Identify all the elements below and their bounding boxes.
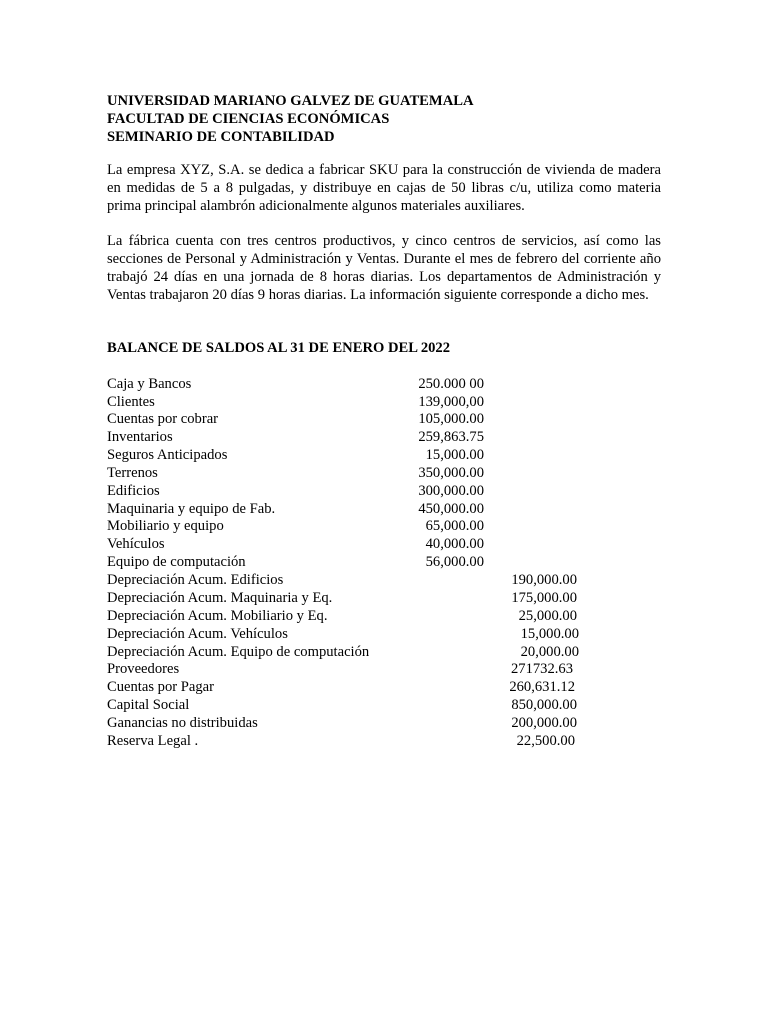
university-name: UNIVERSIDAD MARIANO GALVEZ DE GUATEMALA <box>107 93 474 109</box>
balance-row <box>107 607 587 625</box>
credit-amount: 175,000.00 <box>511 590 577 606</box>
debit-amount: 250.000 00 <box>418 376 484 392</box>
account-label: Cuentas por Pagar <box>107 679 214 695</box>
balance-row <box>107 714 587 732</box>
account-label: Caja y Bancos <box>107 376 192 392</box>
account-label: Mobiliario y equipo <box>107 518 224 534</box>
debit-amount: 300,000.00 <box>418 483 484 499</box>
balance-row <box>107 517 587 535</box>
account-label: Ganancias no distribuidas <box>107 715 258 731</box>
document-header <box>107 92 667 146</box>
balance-title: BALANCE DE SALDOS AL 31 DE ENERO DEL 2022 <box>107 340 451 356</box>
credit-amount: 271732.63 <box>510 661 573 677</box>
balance-row <box>107 500 587 518</box>
account-label: Depreciación Acum. Maquinaria y Eq. <box>107 590 333 606</box>
account-label: Depreciación Acum. Mobiliario y Eq. <box>107 608 328 624</box>
account-label: Capital Social <box>107 697 190 713</box>
balance-row <box>107 696 587 714</box>
debit-amount: 450,000.00 <box>418 501 484 517</box>
debit-amount: 259,863.75 <box>418 429 484 445</box>
balance-row <box>107 589 587 607</box>
debit-amount: 65,000.00 <box>425 518 484 534</box>
faculty-name: FACULTAD DE CIENCIAS ECONÓMICAS <box>107 111 390 127</box>
account-label: Terrenos <box>107 465 158 481</box>
credit-amount: 200,000.00 <box>511 715 577 731</box>
account-label: Depreciación Acum. Edificios <box>107 572 284 588</box>
account-label: Vehículos <box>107 536 165 552</box>
balance-row <box>107 482 587 500</box>
credit-amount: 22,500.00 <box>516 733 575 749</box>
account-label: Maquinaria y equipo de Fab. <box>107 501 276 517</box>
debit-amount: 40,000.00 <box>425 536 484 552</box>
balance-row <box>107 428 587 446</box>
balance-row <box>107 625 587 643</box>
account-label: Depreciación Acum. Vehículos <box>107 626 288 642</box>
balance-row <box>107 464 587 482</box>
balance-row <box>107 678 587 696</box>
debit-amount: 105,000.00 <box>418 411 484 427</box>
debit-amount: 350,000.00 <box>418 465 484 481</box>
account-label: Seguros Anticipados <box>107 447 228 463</box>
credit-amount: 25,000.00 <box>518 608 577 624</box>
seminar-name: SEMINARIO DE CONTABILIDAD <box>107 129 335 145</box>
factory-paragraph: La fábrica cuenta con tres centros productivos, y cinco centros de servicios, así como las secciones de Personal y Administración y Ventas. Durante el mes de febrero del corriente año trabajó 24 días en una jornada de 8 horas diarias. Los departamentos de Administración y Ventas trabajaron 20 días 9 horas diarias. La información siguiente corresponde a dicho mes. <box>107 233 661 303</box>
balance-row <box>107 732 587 750</box>
balance-row <box>107 393 587 411</box>
balance-row <box>107 375 587 393</box>
account-label: Equipo de computación <box>107 554 246 570</box>
balance-row <box>107 446 587 464</box>
credit-amount: 190,000.00 <box>511 572 577 588</box>
credit-amount: 20,000.00 <box>520 644 579 660</box>
account-label: Clientes <box>107 394 155 410</box>
account-label: Inventarios <box>107 429 173 445</box>
account-label: Edificios <box>107 483 160 499</box>
balance-row <box>107 660 587 678</box>
intro-paragraph: La empresa XYZ, S.A. se dedica a fabricar SKU para la construcción de vivienda de madera en medidas de 5 a 8 pulgadas, y distribuye en cajas de 50 libras c/u, utiliza como materia prima principal alambrón adicionalmente algunos materiales auxiliares. <box>107 162 661 214</box>
account-label: Cuentas por cobrar <box>107 411 219 427</box>
account-label: Reserva Legal . <box>107 733 199 749</box>
credit-amount: 15,000.00 <box>520 626 579 642</box>
balance-row <box>107 553 587 571</box>
account-label: Proveedores <box>107 661 180 677</box>
balance-row <box>107 535 587 553</box>
account-label: Depreciación Acum. Equipo de computación <box>107 644 370 660</box>
balance-row <box>107 410 587 428</box>
balance-row <box>107 643 587 661</box>
credit-amount: 260,631.12 <box>509 679 575 695</box>
debit-amount: 56,000.00 <box>425 554 484 570</box>
credit-amount: 850,000.00 <box>511 697 577 713</box>
debit-amount: 15,000.00 <box>425 447 484 463</box>
balance-row <box>107 571 587 589</box>
debit-amount: 139,000,00 <box>418 394 484 410</box>
